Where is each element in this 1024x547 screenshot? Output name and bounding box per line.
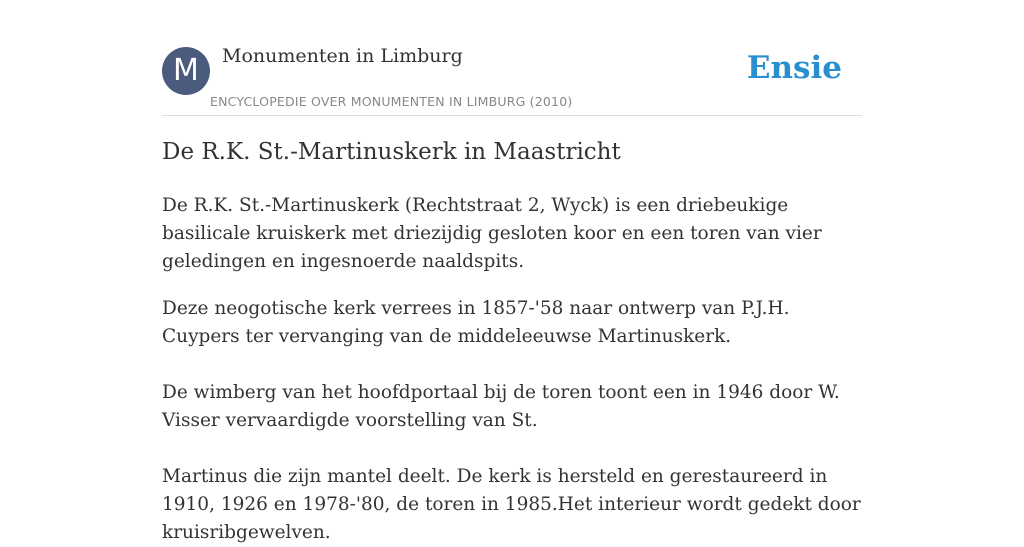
avatar[interactable]: M xyxy=(162,47,210,95)
header xyxy=(162,0,862,116)
paragraph: Martinus die zijn mantel deelt. De kerk is hersteld en gerestaureerd in 1910, 1926 en 1978-'80, de toren in 1985.Het interieur wordt gedekt door kruisribgewelven. xyxy=(162,466,861,543)
paragraph: De R.K. St.-Martinuskerk (Rechtstraat 2, Wyck) is een driebeukige basilicale kruiskerk met driezijdig gesloten koor en een toren van vier geledingen en ingesnoerde naaldspits. xyxy=(162,195,822,272)
site-subtitle: ENCYCLOPEDIE OVER MONUMENTEN IN LIMBURG (2010) xyxy=(210,94,573,109)
paragraph: Deze neogotische kerk verrees in 1857-'58 naar ontwerp van P.J.H. Cuypers ter vervanging van de middeleeuwse Martinuskerk. xyxy=(162,298,790,347)
ensie-logo[interactable]: Ensie xyxy=(746,50,842,86)
paragraph-gap xyxy=(162,351,862,379)
article-body xyxy=(162,192,862,547)
article-title: De R.K. St.-Martinuskerk in Maastricht xyxy=(162,139,621,165)
page-container xyxy=(162,0,862,543)
paragraph-gap xyxy=(162,435,862,463)
paragraph: De wimberg van het hoofdportaal bij de toren toont een in 1946 door W. Visser vervaardigde voorstelling van St. xyxy=(162,382,840,431)
site-title[interactable]: Monumenten in Limburg xyxy=(222,45,463,67)
